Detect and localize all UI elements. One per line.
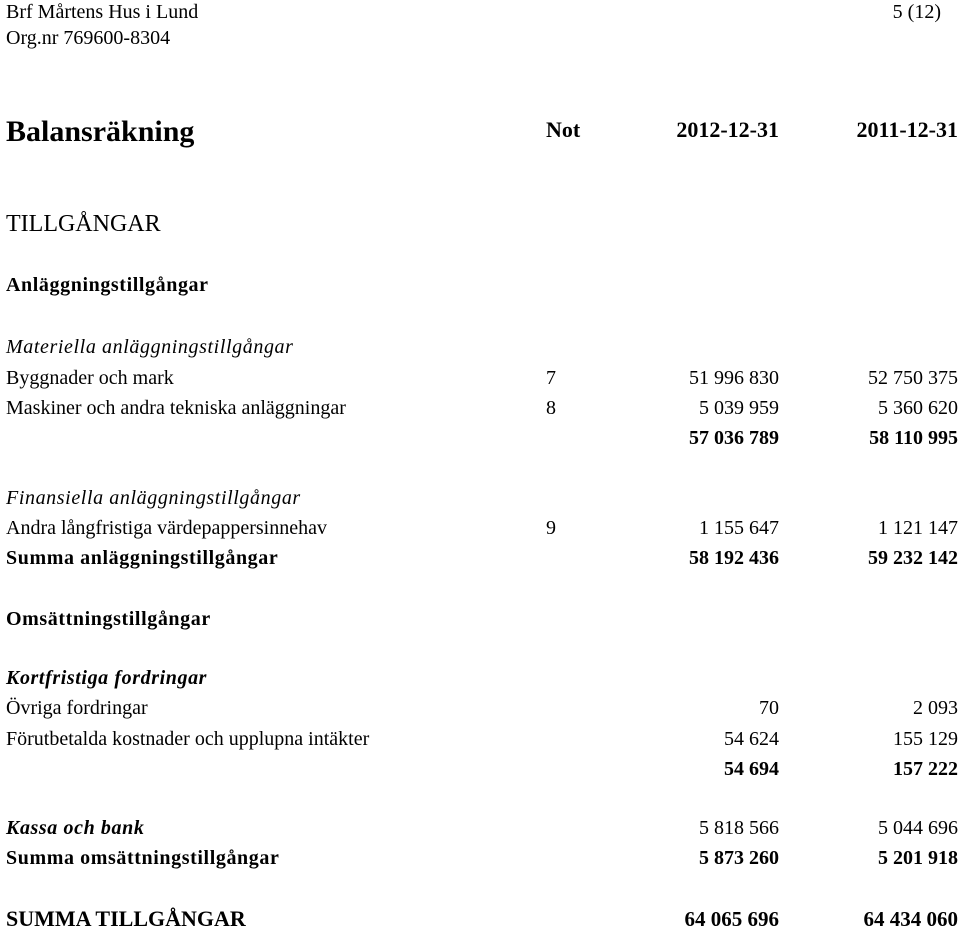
- heading-short-term-receivables: Kortfristiga fordringar: [6, 667, 208, 689]
- grand-total-label: SUMMA TILLGÅNGAR: [6, 906, 246, 931]
- row-value-2011: 1 121 147: [878, 517, 958, 539]
- grand-total-2011: 64 434 060: [863, 907, 958, 931]
- row-value-2011: 5 360 620: [878, 397, 958, 419]
- heading-fixed-assets: Anläggningstillgångar: [6, 274, 209, 296]
- heading-financial-assets: Finansiella anläggningstillgångar: [6, 487, 301, 509]
- row-label: Andra långfristiga värdepappersinnehav: [6, 517, 327, 539]
- cash-value-2011: 5 044 696: [878, 817, 958, 839]
- heading-tangible-assets: Materiella anläggningstillgångar: [6, 336, 294, 358]
- section-heading-assets: TILLGÅNGAR: [6, 211, 161, 237]
- total-current-assets-label: Summa omsättningstillgångar: [6, 847, 280, 869]
- row-value-2012: 5 039 959: [699, 397, 779, 419]
- total-current-assets-2012: 5 873 260: [699, 847, 779, 869]
- row-note: 8: [546, 397, 556, 419]
- cash-label: Kassa och bank: [6, 817, 145, 839]
- row-label: Byggnader och mark: [6, 367, 174, 389]
- page-number: 5 (12): [892, 1, 941, 23]
- row-note: 7: [546, 367, 556, 389]
- row-label: Maskiner och andra tekniska anläggningar: [6, 397, 346, 419]
- column-header-note: Not: [546, 117, 581, 142]
- organization-number: Org.nr 769600-8304: [6, 27, 171, 49]
- grand-total-2012: 64 065 696: [684, 907, 779, 931]
- row-value-2011: 155 129: [893, 728, 958, 750]
- cash-value-2012: 5 818 566: [699, 817, 779, 839]
- row-label: Övriga fordringar: [6, 697, 148, 719]
- organization-name: Brf Mårtens Hus i Lund: [6, 1, 199, 23]
- subtotal-receivables-2012: 54 694: [724, 758, 779, 780]
- total-fixed-assets-label: Summa anläggningstillgångar: [6, 547, 279, 569]
- total-current-assets-2011: 5 201 918: [878, 847, 958, 869]
- subtotal-tangible-2012: 57 036 789: [689, 427, 779, 449]
- row-note: 9: [546, 517, 556, 539]
- row-value-2012: 51 996 830: [689, 367, 779, 389]
- row-value-2011: 2 093: [913, 697, 958, 719]
- row-value-2012: 54 624: [724, 728, 779, 750]
- total-fixed-assets-2012: 58 192 436: [689, 547, 779, 569]
- subtotal-tangible-2011: 58 110 995: [869, 427, 958, 449]
- row-value-2012: 1 155 647: [699, 517, 779, 539]
- page-title: Balansräkning: [6, 115, 195, 148]
- total-fixed-assets-2011: 59 232 142: [868, 547, 958, 569]
- row-value-2012: 70: [759, 697, 779, 719]
- row-value-2011: 52 750 375: [868, 367, 958, 389]
- row-label: Förutbetalda kostnader och upplupna intäkter: [6, 728, 370, 750]
- subtotal-receivables-2011: 157 222: [893, 758, 958, 780]
- column-header-2012: 2012-12-31: [676, 117, 779, 142]
- column-header-2011: 2011-12-31: [856, 117, 958, 142]
- heading-current-assets: Omsättningstillgångar: [6, 608, 211, 630]
